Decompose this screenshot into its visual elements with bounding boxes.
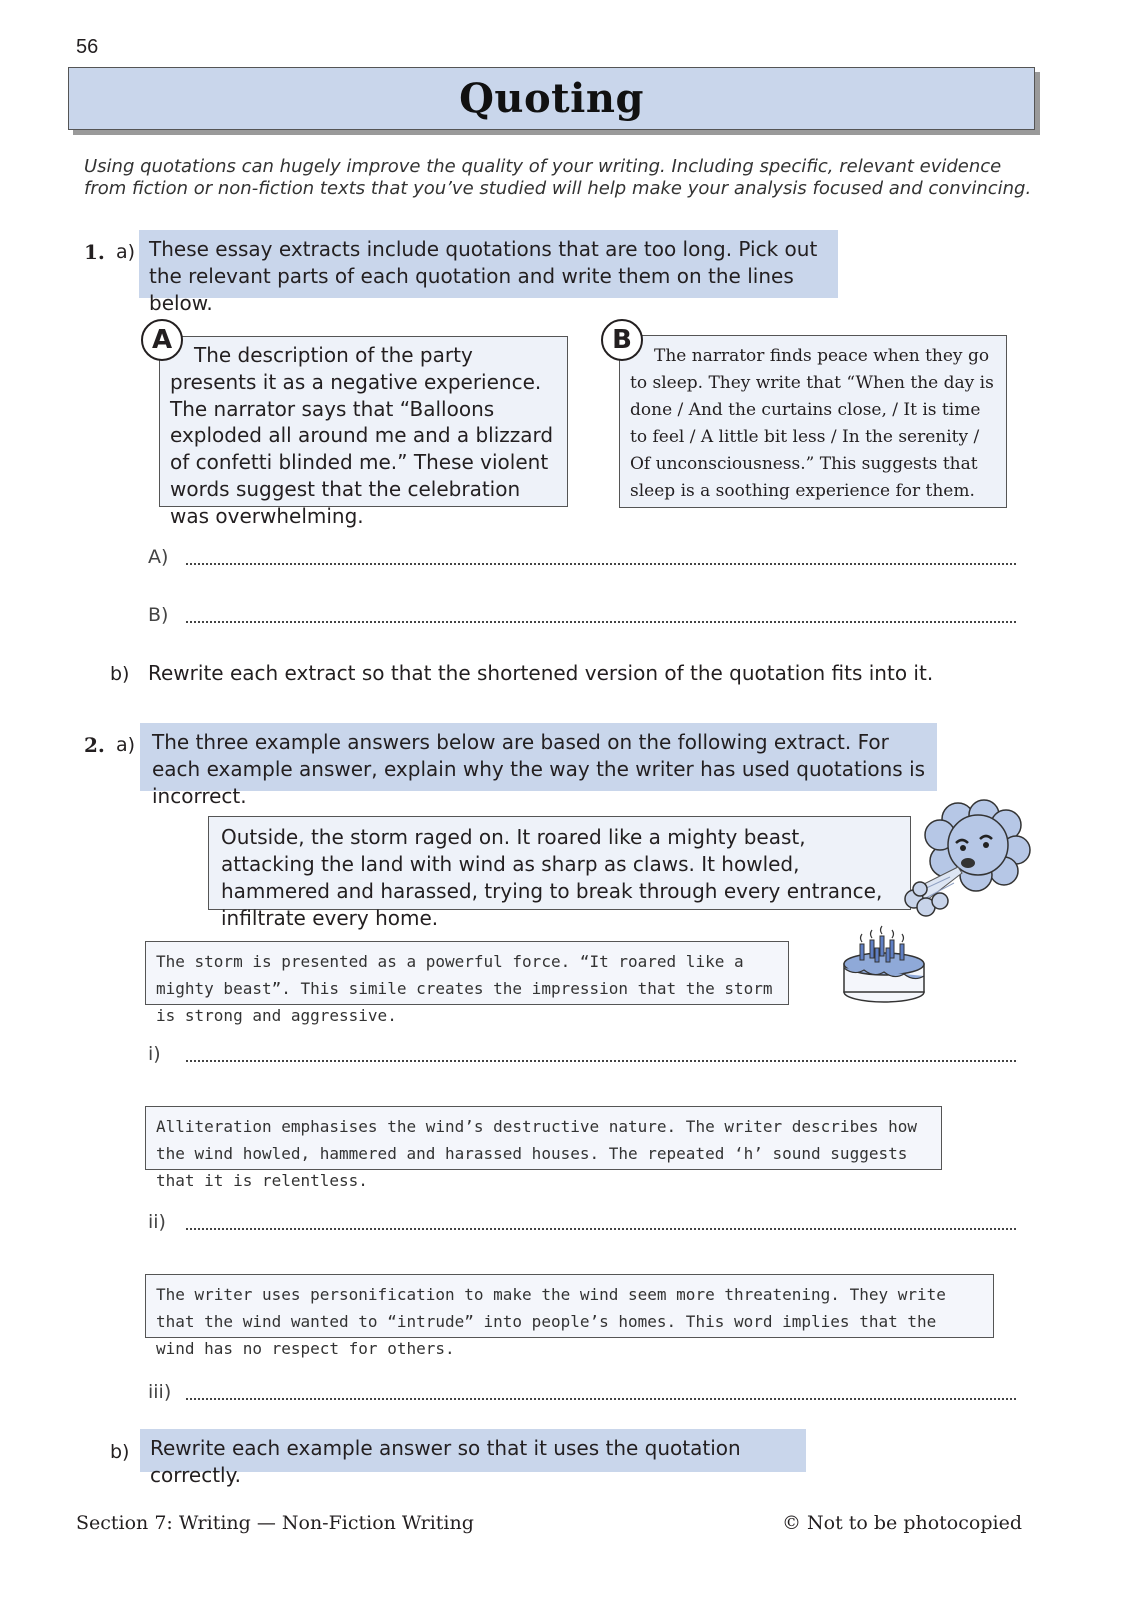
page-number: 56 [76,36,99,58]
question-2b-prompt: Rewrite each example answer so that it uses the quotation correctly. [140,1429,806,1472]
extract-b-box [619,335,1007,508]
question-1a-label: a) [116,241,136,263]
extract-b-badge: B [601,319,643,361]
question-2a-label: a) [116,734,136,756]
birthday-cake-icon [840,922,928,1008]
question-1b-prompt: Rewrite each extract so that the shortened version of the quotation fits into it. [148,661,934,685]
answer-b-line[interactable] [186,621,1016,623]
answer-ii-label: ii) [148,1211,166,1233]
storm-extract-box: Outside, the storm raged on. It roared like a mighty beast, attacking the land with wind as sharp as claws. It howled, hammered and harassed, trying to break through every entrance, infiltrate every home. [208,816,911,910]
intro-text: Using quotations can hugely improve the quality of your writing. Including specific, relevant evidence from fiction or non-fiction texts that you’ve studied will help make your analysis focused and convincing. [84,156,1032,199]
answer-iii-label: iii) [148,1381,172,1403]
answer-a-label: A) [148,546,169,568]
example-answer-3: The writer uses personification to make the wind seem more threatening. They write that the wind wanted to “intrude” into people’s homes. This word implies that the wind has no respect for others. [145,1274,994,1338]
storm-cloud-face-icon [896,795,1036,925]
question-1b-label: b) [110,663,130,685]
extract-a-box [159,336,568,528]
answer-i-label: i) [148,1043,161,1065]
example-answer-2: Alliteration emphasises the wind’s destructive nature. The writer describes how the wind howled, hammered and harassed houses. The repeated ‘h’ sound suggests that it is relentless. [145,1106,942,1170]
question-2a-prompt: The three example answers below are based on the following extract. For each example answer, explain why the way the writer has used quotations is incorrect. [140,723,937,791]
question-2b-label: b) [110,1441,130,1463]
answer-a-line[interactable] [186,563,1016,565]
answer-ii-line[interactable] [186,1228,1016,1230]
question-1-number: 1. [84,240,105,264]
footer-copyright: © Not to be photocopied [782,1512,1022,1534]
footer-section: Section 7: Writing — Non-Fiction Writing [76,1512,474,1534]
extract-a-badge: A [141,319,183,361]
answer-b-label: B) [148,604,169,626]
extract-a-text: The description of the party presents it as a negative experience. The narrator says that “Balloons exploded all around me and a blizzard of confetti blinded me.” These violent words suggest that the celebration was overwhelming. [170,343,554,528]
answer-i-line[interactable] [186,1060,1016,1062]
question-1a-prompt: These essay extracts include quotations that are too long. Pick out the relevant parts of each quotation and write them on the lines below. [139,230,838,298]
extract-b-text: The narrator finds peace when they go to sleep. They write that “When the day is done / And the curtains close, / It is time to feel / A little bit less / In the serenity / Of unconsciousness.” This suggests that sleep is a soothing experience for them. [630,346,994,501]
page-title: Quoting [459,75,644,122]
answer-iii-line[interactable] [186,1398,1016,1400]
title-banner [68,67,1035,130]
question-2-number: 2. [84,733,105,757]
example-answer-1: The storm is presented as a powerful force. “It roared like a mighty beast”. This simile creates the impression that the storm is strong and aggressive. [145,941,789,1005]
